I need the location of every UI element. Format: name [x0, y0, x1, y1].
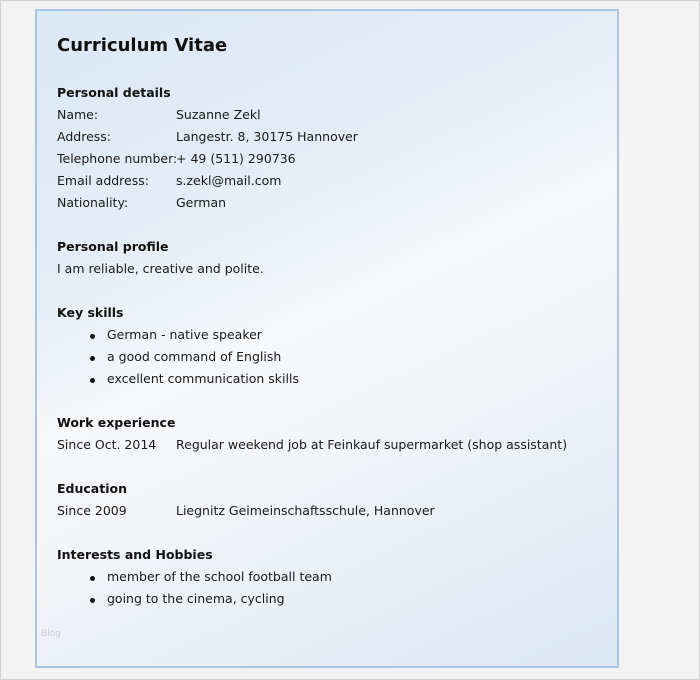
work-period: Since Oct. 2014 — [57, 437, 157, 452]
detail-value: German — [176, 195, 227, 210]
skill-list-item: excellent communication skills — [107, 371, 299, 386]
skill-list-item: German - native speaker — [107, 327, 262, 342]
work-description: Regular weekend job at Feinkauf supermarket (shop assistant) — [176, 437, 568, 452]
detail-label: Nationality: — [57, 195, 129, 210]
personal-profile-heading: Personal profile — [57, 239, 169, 254]
detail-label: Address: — [57, 129, 111, 144]
education-school: Liegnitz Geimeinschaftsschule, Hannover — [176, 503, 435, 518]
education-heading: Education — [57, 481, 127, 496]
detail-value: + 49 (511) 290736 — [176, 151, 296, 166]
personal-profile-text: I am reliable, creative and polite. — [57, 261, 264, 276]
skill-list-item: a good command of English — [107, 349, 282, 364]
personal-details-heading: Personal details — [57, 85, 171, 100]
document-title: Curriculum Vitae — [57, 35, 228, 56]
detail-label: Email address: — [57, 173, 149, 188]
detail-label: Name: — [57, 107, 99, 122]
interest-list-item: member of the school football team — [107, 569, 332, 584]
watermark-text: Blog — [41, 629, 61, 639]
work-experience-heading: Work experience — [57, 415, 176, 430]
key-skills-heading: Key skills — [57, 305, 124, 320]
interest-list-item: going to the cinema, cycling — [107, 591, 285, 606]
cv-document — [35, 9, 619, 668]
detail-label: Telephone number: — [57, 151, 178, 166]
detail-value: s.zekl@mail.com — [176, 173, 282, 188]
detail-value: Suzanne Zekl — [176, 107, 261, 122]
detail-value: Langestr. 8, 30175 Hannover — [176, 129, 358, 144]
education-period: Since 2009 — [57, 503, 127, 518]
interests-heading: Interests and Hobbies — [57, 547, 213, 562]
